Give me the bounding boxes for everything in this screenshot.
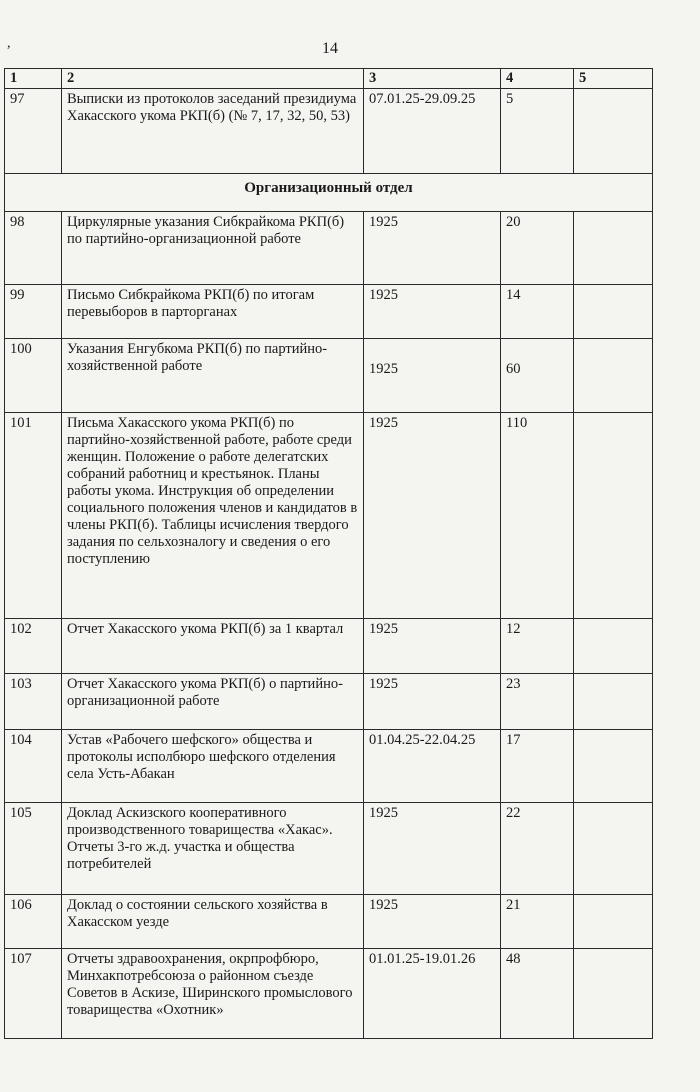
item-dates: 1925	[364, 895, 501, 949]
column-header: 3	[364, 69, 501, 89]
table-header-row	[5, 69, 653, 89]
archive-inventory-table	[4, 68, 653, 1039]
item-number: 97	[5, 89, 62, 174]
item-note	[574, 674, 653, 730]
item-dates: 1925	[364, 803, 501, 895]
item-sheet-count: 48	[501, 949, 574, 1039]
table-row	[5, 89, 653, 174]
table-row	[5, 339, 653, 413]
item-note	[574, 895, 653, 949]
item-note	[574, 413, 653, 619]
item-dates: 1925	[364, 212, 501, 285]
item-sheet-count: 22	[501, 803, 574, 895]
item-number: 100	[5, 339, 62, 413]
table-row	[5, 674, 653, 730]
item-title: Письмо Сибкрайкома РКП(б) по итогам перевыборов в парторганах	[62, 285, 364, 339]
table-row	[5, 803, 653, 895]
item-title: Отчеты здравоохранения, окрпрофбюро, Минхакпотребсоюза о районном съезде Советов в Аскизе, Ширинского промыслового товарищества «Охотник»	[62, 949, 364, 1039]
item-title: Отчет Хакасского укома РКП(б) о партийно-организационной работе	[62, 674, 364, 730]
item-number: 101	[5, 413, 62, 619]
item-number: 104	[5, 730, 62, 803]
table-row	[5, 285, 653, 339]
item-note	[574, 730, 653, 803]
item-dates: 1925	[364, 339, 501, 413]
item-number: 105	[5, 803, 62, 895]
item-number: 102	[5, 619, 62, 674]
item-sheet-count: 23	[501, 674, 574, 730]
table-row	[5, 730, 653, 803]
item-dates: 1925	[364, 619, 501, 674]
item-title: Устав «Рабочего шефского» общества и протоколы исполбюро шефского отделения села Усть-Абакан	[62, 730, 364, 803]
item-number: 106	[5, 895, 62, 949]
column-header: 4	[501, 69, 574, 89]
item-note	[574, 619, 653, 674]
item-note	[574, 89, 653, 174]
item-sheet-count: 110	[501, 413, 574, 619]
item-number: 107	[5, 949, 62, 1039]
section-title: Организационный отдел	[5, 174, 653, 212]
item-dates: 07.01.25-29.09.25	[364, 89, 501, 174]
item-sheet-count: 14	[501, 285, 574, 339]
item-note	[574, 212, 653, 285]
item-title: Отчет Хакасского укома РКП(б) за 1 квартал	[62, 619, 364, 674]
item-dates: 1925	[364, 285, 501, 339]
table-row	[5, 413, 653, 619]
item-number: 99	[5, 285, 62, 339]
item-number: 103	[5, 674, 62, 730]
item-sheet-count: 5	[501, 89, 574, 174]
item-title: Доклад Аскизского кооперативного производственного товарищества «Хакас». Отчеты 3-го ж.д. участка и общества потребителей	[62, 803, 364, 895]
item-sheet-count: 12	[501, 619, 574, 674]
section-row	[5, 174, 653, 212]
item-note	[574, 339, 653, 413]
item-dates: 1925	[364, 674, 501, 730]
page-number: 14	[322, 40, 338, 57]
table-row	[5, 619, 653, 674]
item-sheet-count: 60	[501, 339, 574, 413]
item-note	[574, 949, 653, 1039]
item-title: Доклад о состоянии сельского хозяйства в Хакасском уезде	[62, 895, 364, 949]
item-title: Письма Хакасского укома РКП(б) по партийно-хозяйственной работе, работе среди женщин. Положение о работе делегатских собраний работниц и крестьянок. Планы работы укома. Инструкция об определении социального положения членов и кандидатов в члены РКП(б). Таблицы исчисления твердого задания по сельхозналогу и сведения о его поступлению	[62, 413, 364, 619]
item-sheet-count: 21	[501, 895, 574, 949]
item-title: Указания Енгубкома РКП(б) по партийно-хозяйственной работе	[62, 339, 364, 413]
item-sheet-count: 20	[501, 212, 574, 285]
table-row	[5, 212, 653, 285]
item-dates: 01.04.25-22.04.25	[364, 730, 501, 803]
column-header: 1	[5, 69, 62, 89]
item-title: Циркулярные указания Сибкрайкома РКП(б) по партийно-организационной работе	[62, 212, 364, 285]
table-row	[5, 895, 653, 949]
item-number: 98	[5, 212, 62, 285]
item-title: Выписки из протоколов заседаний президиума Хакасского укома РКП(б) (№ 7, 17, 32, 50, 53)	[62, 89, 364, 174]
column-header: 2	[62, 69, 364, 89]
table-row	[5, 949, 653, 1039]
column-header: 5	[574, 69, 653, 89]
item-note	[574, 285, 653, 339]
item-note	[574, 803, 653, 895]
page-mark: ,	[7, 36, 11, 51]
item-dates: 01.01.25-19.01.26	[364, 949, 501, 1039]
item-dates: 1925	[364, 413, 501, 619]
item-sheet-count: 17	[501, 730, 574, 803]
